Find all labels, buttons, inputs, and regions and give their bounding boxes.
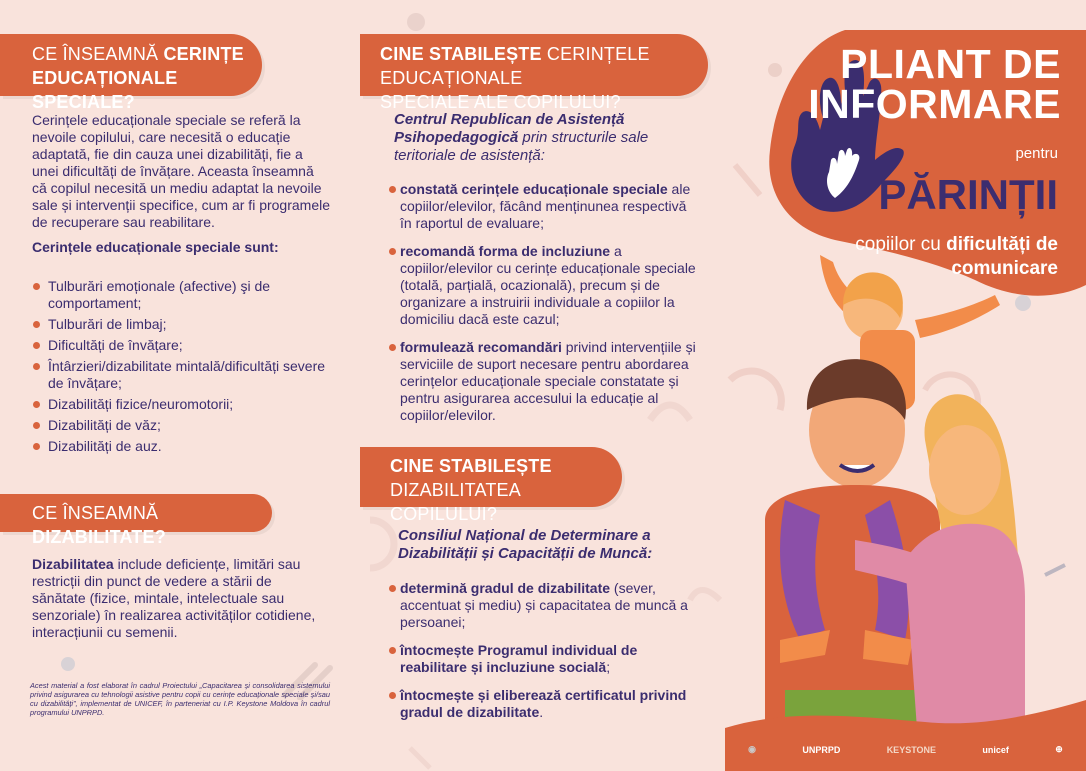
list-item <box>388 181 696 232</box>
item-bold: formulează recomandări <box>400 339 562 355</box>
heading-bold-text: CINE STABILEȘTE <box>390 456 552 476</box>
item-text: (sever, accentuat și mediu) și capacitatea de muncă a persoanei; <box>400 580 688 630</box>
heading-cerinte <box>0 34 262 112</box>
list-item: Dificultăți de învățare; <box>32 337 332 354</box>
title-line: INFORMARE <box>808 81 1061 127</box>
org-name: Centrul Republican de Asistență Psihopedagogică <box>394 111 625 146</box>
heading-bold-text: DIZABILITATE? <box>32 527 166 547</box>
org-crap <box>394 111 694 165</box>
logo-keystone: KEYSTONE <box>886 744 937 755</box>
panel-cover <box>725 0 1086 771</box>
org-cndd: Consiliul Național de Determinare a Dizabilității și Capacității de Muncă: <box>398 527 653 562</box>
list-item: Dizabilități de auz. <box>32 438 332 455</box>
heading-text: CERINȚELE EDUCAȚIONALE <box>380 44 650 88</box>
list-item: Tulburări de limbaj; <box>32 316 332 333</box>
item-bold: întocmește Programul individual de reabilitare și incluziune socială <box>400 642 638 675</box>
item-bold: constată cerințele educaționale speciale <box>400 181 668 197</box>
list-item <box>388 687 706 721</box>
title-line: PLIANT DE <box>840 41 1061 87</box>
heading-text: SPECIALE ALE COPILULUI? <box>380 92 621 112</box>
item-bold: întocmește și eliberează certificatul privind gradul de dizabilitate <box>400 687 687 720</box>
dizabilitate-term: Dizabilitatea <box>32 556 114 572</box>
item-bold: recomandă forma de incluziune <box>400 243 611 259</box>
list-item: Dizabilități fizice/neuromotorii; <box>32 396 332 413</box>
cover-title <box>808 41 1061 127</box>
subtitle-bold: dificultăți de <box>946 234 1058 255</box>
item-text: a copiilor/elevilor cu cerințe educaționale speciale (totală, parțială, ocazională), precum și de organizare a instruirii individuale a copiilor la domiciliu dacă este cazul; <box>400 243 696 327</box>
cndd-actions-list <box>388 580 706 725</box>
logo-unicef: unicef <box>982 744 1009 755</box>
heading-bold-text: CERINȚE <box>163 44 244 64</box>
item-text: . <box>539 704 544 720</box>
heading-cine-cerinte <box>360 34 708 112</box>
list-item <box>388 243 696 328</box>
list-item <box>388 339 696 424</box>
un-emblem-icon: ⊕ <box>1055 744 1063 754</box>
intro-paragraph <box>32 112 332 231</box>
cover-pentru: pentru <box>1015 145 1058 162</box>
heading-bold-text: EDUCAȚIONALE SPECIALE? <box>32 68 178 112</box>
list-item: Întârzieri/dizabilitate mintală/dificultăți severe de învățare; <box>32 358 332 392</box>
list-item <box>388 580 706 631</box>
subtitle-text: copiilor cu <box>855 234 947 255</box>
subtitle-bold: comunicare <box>951 258 1058 279</box>
footnote: Acest material a fost elaborat în cadrul Proiectului „Capacitarea și consolidarea sistemului privind asigurarea cu tehnologii asistive pentru copii cu cerințe educaționale speciale și/sau cu dizabilități”, implementat de UNICEF, în parteneriat cu I.P. Keystone Moldova în cadrul programului UNPRPD. <box>30 681 330 717</box>
heading-text: DIZABILITATEA COPILULUI? <box>390 480 520 524</box>
panel-middle <box>360 0 725 771</box>
cover-subtitle <box>855 233 1058 281</box>
dizabilitate-paragraph <box>32 556 322 641</box>
heading-text: CE ÎNSEAMNĂ <box>32 44 164 64</box>
item-text: privind intervențiile și serviciile de suport necesare pentru abordarea cerințelor educaționale speciale constatate și pentru asigurarea accesului la educație al copiilor/elevilor. <box>400 339 696 423</box>
logo-unprpd: UNPRPD <box>802 744 841 755</box>
moldova-emblem-icon: ◉ <box>748 744 757 754</box>
intro-text: Cerințele educaționale speciale se referă la nevoile copilului, care necesită o educație adaptată, fie din cauza unei dizabilități, fie a unei dificultăți de învățare. Aceasta înseamnă că copilul necesită un mediu adaptat la nevoile sale și intervenții specifice, cum ar fi programele de recuperare sau reabilitare. <box>32 112 331 230</box>
list-item: Dizabilități de văz; <box>32 417 332 434</box>
list-item <box>388 642 706 676</box>
list-item: Tulburări emoționale (afective) şi de comportament; <box>32 278 332 312</box>
cerinte-list <box>32 278 332 459</box>
heading-bold-text: CINE STABILEȘTE <box>380 44 542 64</box>
dizabilitate-definition: include deficiențe, limitări sau restricții din punct de vedere a stării de sănătate (fizice, mintale, intelectuale sau senzoriale) în realizarea activităților cotidiene, interacțiunii cu semenii. <box>32 556 316 640</box>
partner-logos <box>725 728 1086 771</box>
item-bold: determină gradul de dizabilitate <box>400 580 611 596</box>
org-description: prin structurile sale teritoriale de asistență: <box>394 129 649 164</box>
crap-actions-list <box>388 181 696 428</box>
item-text: ale copiilor/elevilor, făcând menținunea respectivă în raportul de evaluare; <box>400 181 691 231</box>
item-text: ; <box>606 659 611 675</box>
cover-parintii: PĂRINȚII <box>878 171 1058 218</box>
heading-cine-dizabilitate <box>360 447 622 524</box>
heading-dizabilitate <box>0 494 272 547</box>
list-title: Cerințele educaționale speciale sunt: <box>32 239 279 255</box>
heading-text: CE ÎNSEAMNĂ <box>32 503 159 523</box>
panel-left <box>0 0 360 771</box>
